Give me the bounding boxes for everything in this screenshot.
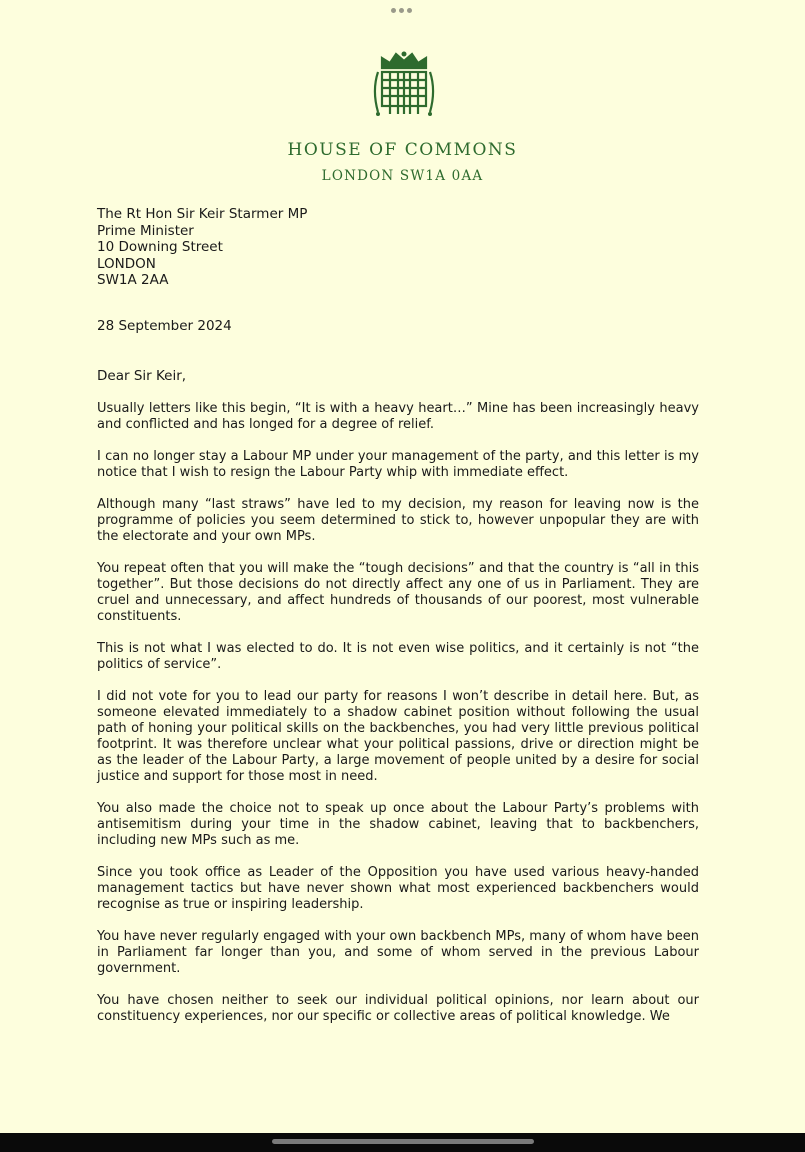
paragraph: You also made the choice not to speak up once about the Labour Party’s problems with antisemitism during your time in the shadow cabinet, leaving that to backbenchers, including new MPs such as me. — [97, 801, 699, 848]
recipient-line: Prime Minister — [97, 222, 194, 239]
paragraph: You have chosen neither to seek our individual political opinions, nor learn about our constituency experiences, nor our specific or collective areas of political knowledge. We — [97, 993, 699, 1024]
organisation-address: LONDON SW1A 0AA — [321, 168, 484, 184]
paragraph: Although many “last straws” have led to my decision, my reason for leaving now is the programme of policies you seem determined to stick to, however unpopular they are with the electorate and your own MPs. — [97, 497, 699, 544]
paragraph: Usually letters like this begin, “It is with a heavy heart…” Mine has been increasingly heavy and conflicted and has longed for a degree of relief. — [97, 401, 699, 432]
letter-date: 28 September 2024 — [97, 318, 232, 334]
recipient-line: The Rt Hon Sir Keir Starmer MP — [97, 206, 308, 222]
paragraph: You have never regularly engaged with your own backbench MPs, many of whom have been in Parliament far longer than you, and some of whom served in the previous Labour government. — [97, 929, 699, 976]
recipient-line: 10 Downing Street — [97, 239, 223, 255]
recipient-line: SW1A 2AA — [97, 272, 169, 288]
salutation: Dear Sir Keir, — [97, 368, 187, 384]
recipient-line: LONDON — [97, 255, 156, 272]
paragraph: Since you took office as Leader of the Opposition you have used various heavy-handed management tactics but have never shown what most experienced backbenchers would recognise as true or inspiring leadership. — [97, 865, 699, 912]
letter-body — [97, 401, 699, 1041]
organisation-name: HOUSE OF COMMONS — [287, 140, 518, 160]
paragraph: I did not vote for you to lead our party for reasons I won’t describe in detail here. But, as someone elevated immediately to a shadow cabinet position without following the usual path of honing your political skills on the backbenches, you had very little previous political footprint. It was therefore unclear what your political passions, drive or direction might be as the leader of the Labour Party, a large movement of people united by a desire for social justice and support for those most in need. — [97, 689, 699, 784]
paragraph: This is not what I was elected to do. It is not even wise politics, and it certainly is not “the politics of service”. — [97, 641, 699, 672]
portcullis-crest-icon — [372, 50, 436, 122]
paragraph: You repeat often that you will make the “tough decisions” and that the country is “all in this together”. But those decisions do not directly affect any one of us in Parliament. They are cruel and unnecessary, and affect hundreds of thousands of our poorest, most vulnerable constituents. — [97, 561, 699, 624]
paragraph: I can no longer stay a Labour MP under your management of the party, and this letter is my notice that I wish to resign the Labour Party whip with immediate effect. — [97, 449, 699, 480]
more-options-icon[interactable] — [391, 8, 412, 13]
recipient-address — [97, 206, 307, 289]
home-indicator[interactable] — [272, 1139, 534, 1144]
